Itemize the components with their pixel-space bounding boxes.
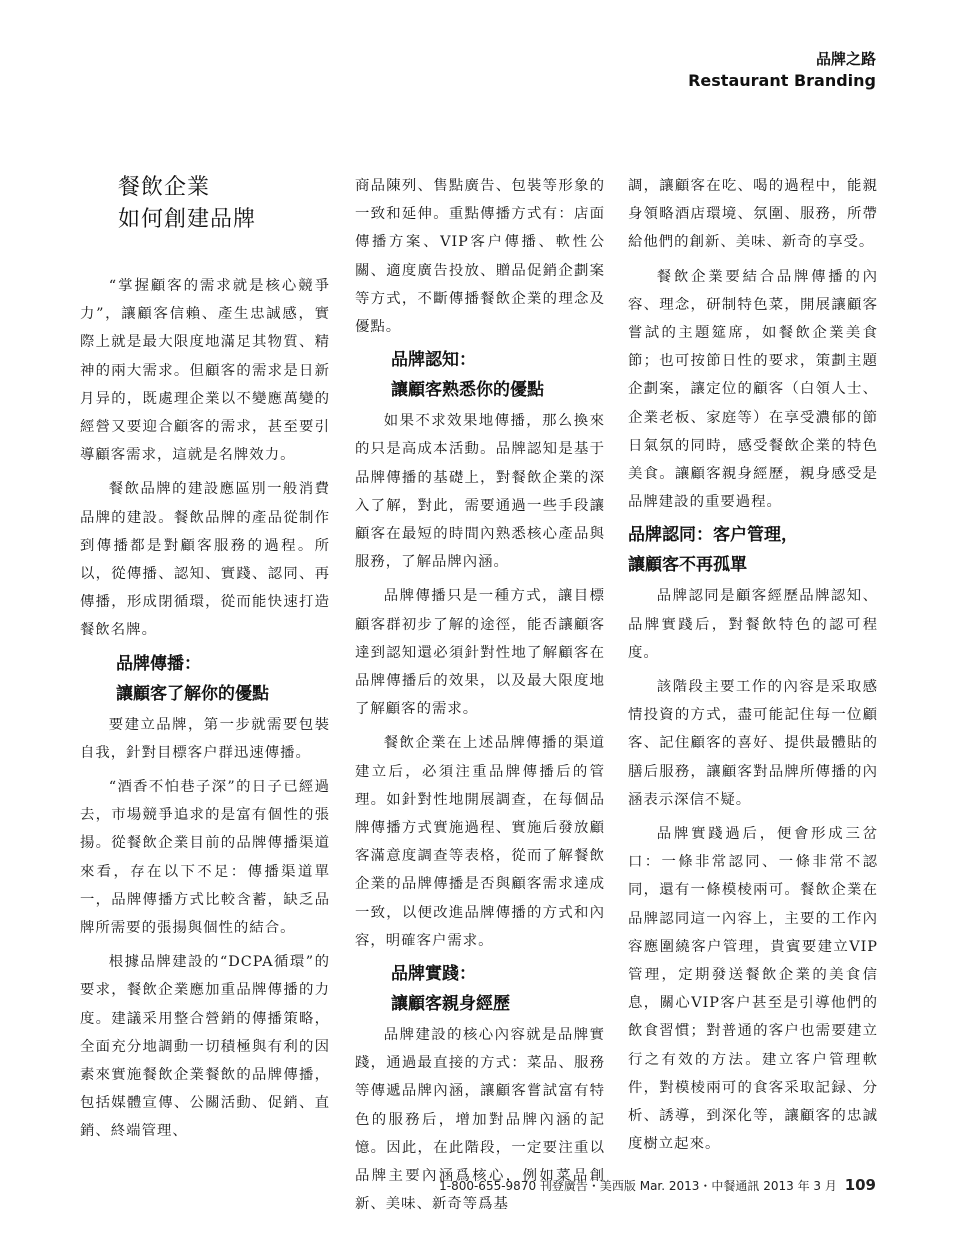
- section-title-en: Restaurant Branding: [688, 71, 876, 90]
- paragraph: “掌握顧客的需求就是核心競爭力”，讓顧客信賴、產生忠誠感，實際上就是最大限度地滿足其物質、精神的兩大需求。但顧客的需求是日新月异的，既處理企業以不變應萬變的經營又要迎合顧客的需求，甚至要引導顧客需求，這就是名牌效力。: [80, 278, 330, 464]
- paragraph: “酒香不怕巷子深”的日子已經過去，市場競爭追求的是富有個性的張揚。從餐飲企業目前的品牌傳播渠道來看，存在以下不足：傳播渠道單一，品牌傳播方式比較含蓄，缺乏品牌所需要的張揚與個性的結合。: [80, 779, 330, 937]
- paragraph: 品牌認同是顧客經歷品牌認知、品牌實踐后，對餐飲特色的認可程度。: [628, 588, 878, 661]
- column-1: [80, 172, 330, 1146]
- paragraph-continued: 商品陳列、售點廣告、包裝等形象的一致和延伸。重點傳播方式有：店面傳播方案、VIP客户傳播、軟性公關、適度廣告投放、贈品促銷企劃案等方式，不斷傳播餐飲企業的理念及優點。: [355, 178, 605, 336]
- section-heading-line-2: 讓顧客不再孤單: [628, 555, 747, 576]
- section-heading: [80, 649, 330, 709]
- paragraph-continued: 調，讓顧客在吃、喝的過程中，能親身領略酒店環境、氛圍、服務，所帶給他們的創新、美味、新奇的享受。: [628, 178, 878, 251]
- paragraph: 如果不求效果地傳播，那么換來的只是高成本活動。品牌認知是基于品牌傳播的基礎上，對餐飲企業的深入了解，對此，需要通過一些手段讓顧客在最短的時間內熟悉核心產品與服務，了解品牌內涵。: [355, 413, 605, 571]
- article-title: [118, 172, 330, 236]
- section-heading-line-2: 讓顧客熟悉你的優點: [391, 380, 544, 401]
- paragraph: 餐飲品牌的建設應區別一般消費品牌的建設。餐飲品牌的產品從制作到傳播都是對顧客服務的過程。所以，從傳播、認知、實踐、認同、再傳播，形成閉循環，從而能快速打造餐飲名牌。: [80, 481, 330, 639]
- footer-text: 1-800-655-9870 刊登廣告・美西版 Mar. 2013・中餐通訊 2013 年 3 月: [439, 1179, 837, 1193]
- paragraph: 根據品牌建設的“DCPA循環”的要求，餐飲企業應加重品牌傳播的力度。建議采用整合營銷的傳播策略，全面充分地調動一切積極與有利的因素來實施餐飲企業餐飲的品牌傳播，包括媒體宣傳、公關活動、促銷、直銷、終端管理、: [80, 954, 330, 1140]
- section-heading: [355, 959, 605, 1019]
- article-title-line-2: 如何創建品牌: [118, 207, 257, 232]
- paragraph: 餐飲企業要結合品牌傳播的內容、理念，研制特色菜，開展讓顧客嘗試的主題筵席，如餐飲企業美食節；也可按節日性的要求，策劃主題企劃案，讓定位的顧客（白領人士、企業老板、家庭等）在享受濃郁的節日氣氛的同時，感受餐飲企業的特色美食。讓顧客親身經歷，親身感受是品牌建設的重要過程。: [628, 268, 878, 511]
- section-heading-line-2: 讓顧客了解你的優點: [116, 683, 269, 704]
- section-heading-line-1: 品牌傳播：: [116, 653, 201, 674]
- paragraph: 品牌實踐過后，便會形成三岔口：一條非常認同、一條非常不認同，還有一條模棱兩可。餐飲企業在品牌認同這一內容上，主要的工作內容應圍繞客户管理，貴賓要建立VIP管理，定期發送餐飲企業的美食信息，關心VIP客户甚至是引導他們的飲食習慣；對普通的客户也需要建立行之有效的方法。建立客户管理軟件，對模棱兩可的食客采取記録、分析、誘導，到深化等，讓顧客的忠誠度樹立起來。: [628, 826, 878, 1153]
- running-header: [688, 48, 876, 92]
- section-heading-line-1: 品牌認知：: [391, 350, 476, 371]
- page-number: 109: [844, 1176, 876, 1194]
- article-title-line-1: 餐飲企業: [118, 175, 211, 200]
- section-heading: [628, 520, 878, 580]
- paragraph: 餐飲企業在上述品牌傳播的渠道建立后，必須注重品牌傳播后的管理。如針對性地開展調查，在每個品牌傳播方式實施過程、實施后發放顧客滿意度調查等表格，從而了解餐飲企業的品牌傳播是否與顧客需求達成一致，以便改進品牌傳播的方式和內容，明確客户需求。: [355, 735, 605, 949]
- section-title-cn: 品牌之路: [815, 50, 876, 68]
- section-heading-line-2: 讓顧客親身經歷: [391, 994, 510, 1015]
- column-3: [628, 172, 878, 1159]
- section-heading-line-1: 品牌認同：客户管理，: [628, 525, 798, 546]
- page-footer: [0, 1176, 876, 1194]
- paragraph: 品牌建設的核心內容就是品牌實踐，通過最直接的方式：菜品、服務等傳遞品牌內涵，讓顧客嘗試富有特色的服務后，增加對品牌內涵的記憶。因此，在此階段，一定要注重以品牌主要內涵爲核心，例如菜品創新、美味、新奇等爲基: [355, 1027, 605, 1213]
- column-2: [355, 172, 605, 1219]
- paragraph: 該階段主要工作的內容是采取感情投資的方式，盡可能記住每一位顧客、記住顧客的喜好、提供最體貼的膳后服務，讓顧客對品牌所傳播的內涵表示深信不疑。: [628, 679, 878, 808]
- paragraph: 要建立品牌，第一步就需要包裝自我，針對目標客户群迅速傳播。: [80, 716, 330, 761]
- section-heading-line-1: 品牌實踐：: [391, 964, 476, 985]
- section-heading: [355, 345, 605, 405]
- paragraph: 品牌傳播只是一種方式，讓目標顧客群初步了解的途徑，能否讓顧客達到認知還必須針對性地了解顧客在品牌傳播后的效果，以及最大限度地了解顧客的需求。: [355, 588, 605, 718]
